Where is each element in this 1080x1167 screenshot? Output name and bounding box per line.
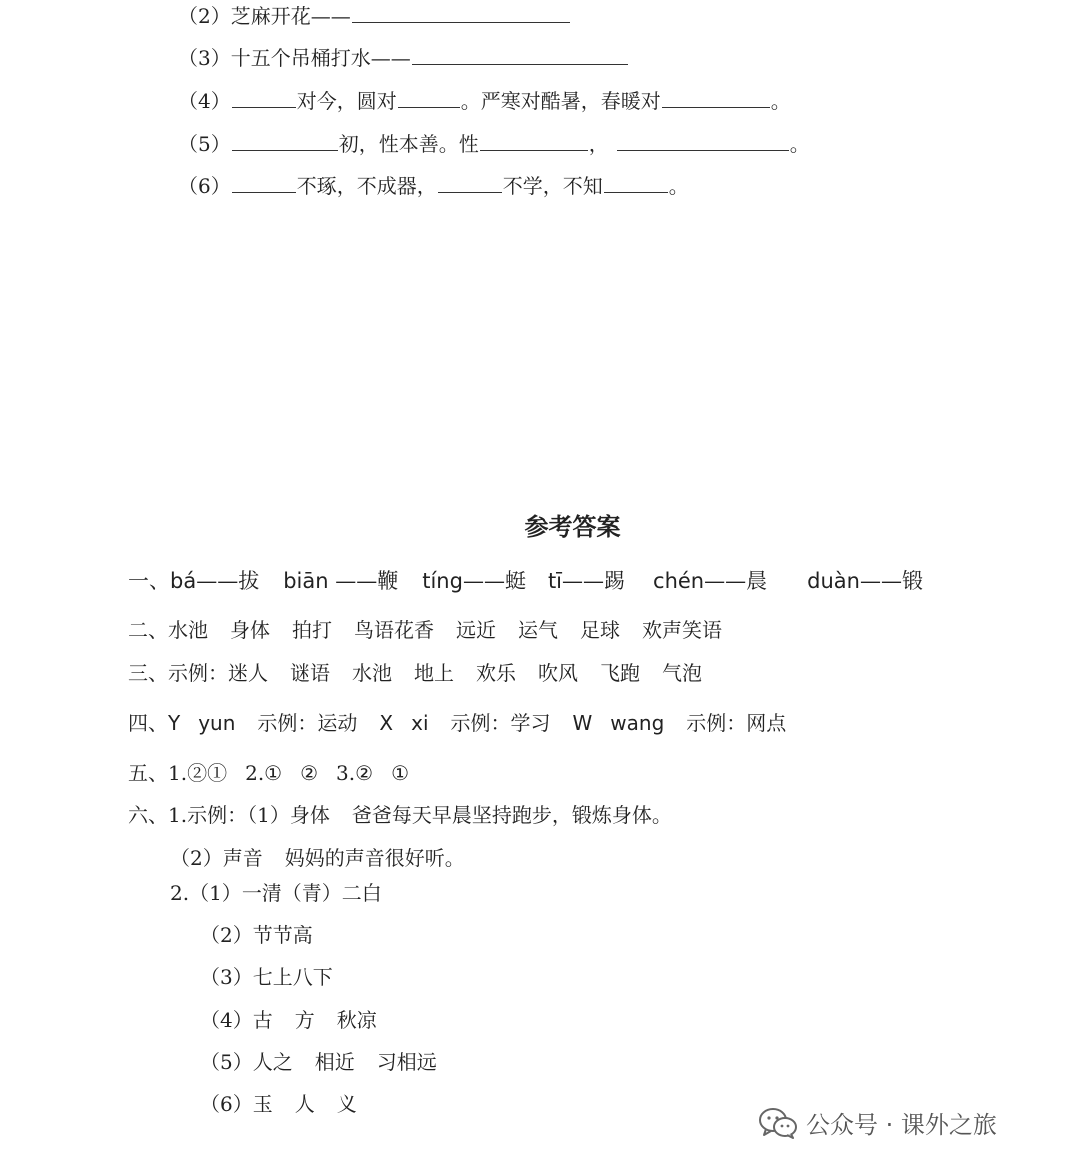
a1-char-1: 拔 [238,569,260,593]
a1-char-4: 踢 [604,569,626,593]
a2-item: 鸟语花香 [354,618,434,642]
a6-l2-word: 声音 [222,846,263,870]
answer-2 [128,617,722,643]
a6-l5-text: 七上八下 [252,965,333,989]
q6-num: （6） [178,174,231,198]
a4-word-2: 学习 [510,711,551,735]
watermark [758,1105,997,1140]
a4-pinyin-1: yun [198,711,236,735]
a1-dash-4: —— [562,569,605,593]
a5-item: ① [391,761,409,785]
a6-l2-num: （2） [170,846,223,870]
answer-6-line-1 [128,802,672,828]
a4-letter-3: W [572,711,593,735]
answer-6-line-4 [200,922,313,948]
a6-l8-item: 义 [336,1092,357,1116]
a1-prefix: 一、 [128,569,170,593]
a1-pinyin-1: bá [170,569,197,593]
a5-item: 3.② [336,761,374,785]
question-4 [178,88,791,114]
a4-letter-2: X [379,711,394,735]
a1-pinyin-3: tíng [422,569,463,593]
a2-item: 水池 [168,618,208,642]
a1-char-6: 锻 [901,569,923,593]
answer-3 [128,660,702,686]
a3-item: 谜语 [290,661,330,685]
a1-pinyin-6: duàn [807,569,860,593]
a1-char-2: 鞭 [377,569,399,593]
answer-6-line-2 [170,845,465,871]
answer-6-line-7 [200,1049,437,1075]
q5-part-1: 初，性本善。性 [338,132,479,156]
q2-blank[interactable] [352,4,570,23]
answer-6-line-3 [170,880,382,906]
a6-l7-item: 人之 [252,1050,293,1074]
a3-item: 迷人 [228,661,268,685]
a1-pinyin-4: tī [547,569,563,593]
a2-item: 拍打 [292,618,332,642]
a4-pinyin-3: wang [610,711,665,735]
q4-num: （4） [178,89,231,113]
q5-part-2: ， [588,132,609,156]
a3-item: 吹风 [538,661,578,685]
a1-dash-1: —— [196,569,239,593]
a3-item: 水池 [352,661,392,685]
a6-l8-num: （6） [200,1092,253,1116]
q4-blank-1[interactable] [232,89,296,108]
a3-item: 飞跑 [600,661,640,685]
a4-label-1: 示例： [257,711,318,735]
wechat-icon [758,1107,798,1139]
answer-6-line-8 [200,1091,357,1117]
a6-l2-sentence: 妈妈的声音很好听。 [284,846,465,870]
a2-prefix: 二、 [128,618,168,642]
a2-item: 欢声笑语 [642,618,722,642]
a2-item: 远近 [456,618,496,642]
a1-pinyin-2: biān [283,569,329,593]
a6-l8-item: 玉 [252,1092,273,1116]
a5-item: 2.① [245,761,283,785]
a6-l7-num: （5） [200,1050,253,1074]
q5-blank-3[interactable] [617,132,789,151]
a4-pinyin-2: xi [411,711,429,735]
a3-item: 地上 [414,661,454,685]
a6-l7-item: 相近 [314,1050,355,1074]
a6-prefix: 六、1.示例： [128,803,248,827]
answers-title: 参考答案 [524,512,621,541]
q3-text: 十五个吊桶打水—— [230,46,411,70]
a6-l1-num: （1） [247,803,290,827]
a6-l1-sentence: 爸爸每天早晨坚持跑步，锻炼身体。 [351,803,672,827]
q4-part-1: 对今，圆对 [296,89,397,113]
q4-part-3: 。 [770,89,791,113]
q5-blank-1[interactable] [232,132,338,151]
a4-word-3: 网点 [746,711,787,735]
q6-blank-2[interactable] [438,174,502,193]
a1-dash-6: —— [859,569,902,593]
a6-l6-item: 方 [294,1008,315,1032]
a6-l1-word: 身体 [289,803,330,827]
q6-part-3: 。 [668,174,689,198]
a1-dash-2: —— [328,569,378,593]
a4-prefix: 四、 [128,711,168,735]
a4-word-1: 运动 [317,711,358,735]
a2-item: 身体 [230,618,270,642]
q3-blank[interactable] [412,46,628,65]
answer-6-line-5 [200,964,333,990]
a1-dash-5: —— [704,569,747,593]
q5-num: （5） [178,132,231,156]
a6-l3-text: 一清（青）二白 [241,881,382,905]
a6-l8-item: 人 [294,1092,315,1116]
q4-blank-2[interactable] [398,89,460,108]
a1-char-3: 蜓 [504,569,526,593]
a5-item: ② [300,761,319,785]
question-5 [178,131,810,157]
a2-item: 运气 [518,618,558,642]
a6-l7-item: 习相远 [376,1050,437,1074]
a6-l4-text: 节节高 [252,923,313,947]
a1-pinyin-5: chén [653,569,705,593]
question-2 [178,3,571,29]
a6-l6-item: 秋凉 [336,1008,377,1032]
a1-char-5: 晨 [746,569,768,593]
a2-item: 足球 [580,618,620,642]
a5-prefix: 五、 [128,761,168,785]
q4-blank-3[interactable] [662,89,770,108]
question-6 [178,173,689,199]
a6-l5-num: （3） [200,965,253,989]
a6-l6-num: （4） [200,1008,253,1032]
a5-item: 1.②① [168,761,228,785]
q4-part-2: 。严寒对酷暑，春暖对 [460,89,661,113]
q2-num: （2） [178,4,231,28]
question-3 [178,45,629,71]
q6-blank-1[interactable] [232,174,296,193]
answer-4 [128,710,786,736]
q3-num: （3） [178,46,231,70]
a4-label-3: 示例： [686,711,747,735]
q5-blank-2[interactable] [480,132,588,151]
a4-letter-1: Y [168,711,181,735]
answer-6-line-6 [200,1007,377,1033]
a3-item: 欢乐 [476,661,516,685]
a3-item: 气泡 [662,661,702,685]
q6-part-1: 不琢，不成器， [296,174,437,198]
a6-l6-item: 古 [252,1008,273,1032]
answer-5 [128,760,409,786]
a4-label-2: 示例： [450,711,511,735]
watermark-text: 公众号 · 课外之旅 [806,1111,997,1139]
a1-dash-3: —— [462,569,505,593]
q6-blank-3[interactable] [604,174,668,193]
answer-1 [128,568,923,594]
q6-part-2: 不学，不知 [502,174,603,198]
q2-text: 芝麻开花—— [230,4,351,28]
a6-l3-num: 2.（1） [170,881,242,905]
a3-prefix: 三、示例： [128,661,228,685]
q5-part-3: 。 [789,132,810,156]
a6-l4-num: （2） [200,923,253,947]
